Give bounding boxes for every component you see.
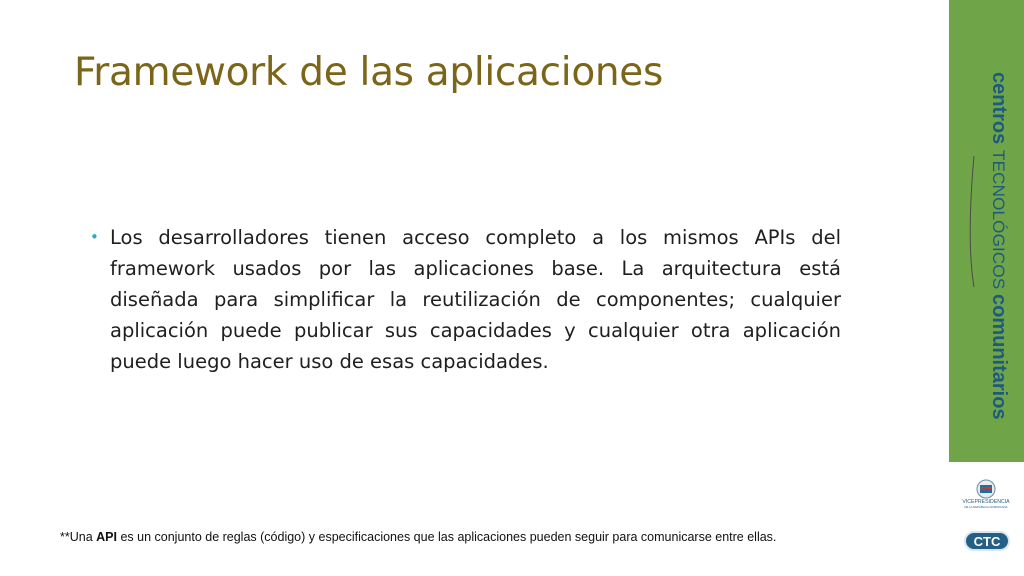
seal-text-2: DE LA REPÚBLICA DOMINICANA — [964, 505, 1008, 509]
brand-word-centros: centros — [988, 72, 1010, 145]
brand-swoosh-line — [970, 156, 974, 287]
brand-sidebar — [949, 0, 1024, 576]
vicepresidencia-seal-icon — [962, 478, 1010, 510]
bullet-list — [90, 222, 841, 377]
bullet-item — [90, 222, 841, 377]
brand-word-tecnologicos: TECNOLÓGICOS — [989, 150, 1008, 290]
footnote-suffix: es un conjunto de reglas (código) y especificaciones que las aplicaciones pueden seguir para comunicarse entre ellas. — [116, 530, 777, 544]
footnote-prefix: **Una — [60, 530, 97, 544]
footnote — [60, 530, 776, 544]
bullet-text: Los desarrolladores tienen acceso completo a los mismos APIs del framework usados por las aplicaciones base. La arquitectura está diseñada para simplificar la reutilización de componentes; cualquier aplicación puede publicar sus capacidades y cualquier otra aplicación puede luego hacer uso de esas capacidades. — [110, 226, 841, 373]
footnote-api-term: API — [96, 530, 117, 544]
brand-word-comunitarios: comunitarios — [988, 294, 1010, 420]
vertical-brand-logo — [949, 72, 1024, 432]
ctc-logo-icon: CTC — [964, 531, 1010, 551]
seal-text-1: VICEPRESIDENCIA — [962, 499, 1010, 505]
slide-title: Framework de las aplicaciones — [74, 50, 664, 95]
bullet-dot-icon: • — [90, 228, 99, 246]
